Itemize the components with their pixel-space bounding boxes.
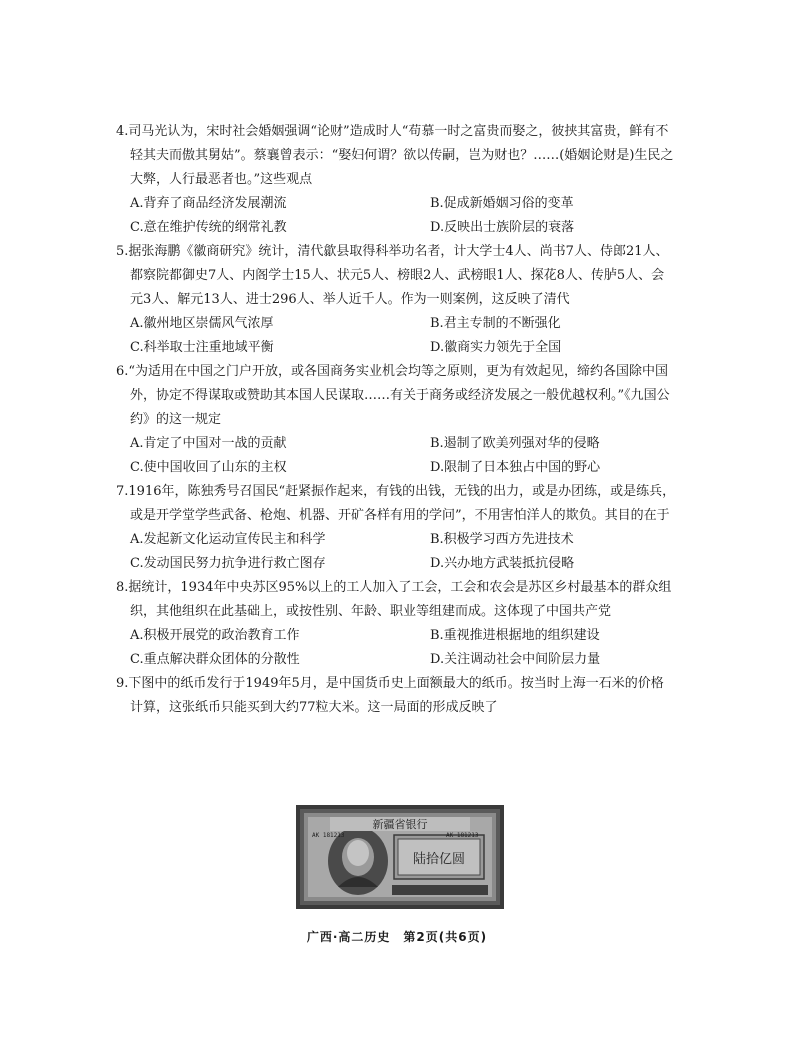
option-list: [116, 312, 676, 360]
option-b[interactable]: B.促成新婚姻习俗的变革: [430, 196, 574, 211]
option-d[interactable]: D.反映出士族阶层的衰落: [430, 220, 575, 235]
option-c[interactable]: C.发动国民努力抗争进行救亡图存: [130, 556, 326, 571]
question-stem: 5.据张海鹏《徽商研究》统计，清代歙县取得科举功名者，计大学士4人、尚书7人、侍郎21人、都察院都御史7人、内阁学士15人、状元5人、榜眼2人、武榜眼1人、探花8人、传胪5人、会元3人、解元13人、进士296人、举人近千人。作为一则案例，这反映了清代: [116, 244, 669, 307]
question-stem: 9.下图中的纸币发行于1949年5月，是中国货币史上面额最大的纸币。按当时上海一石米的价格计算，这张纸币只能买到大约77粒大米。这一局面的形成反映了: [116, 676, 664, 715]
option-c[interactable]: C.科举取士注重地域平衡: [130, 340, 274, 355]
question-stem: 4.司马光认为，宋时社会婚姻强调“论财”造成时人“苟慕一时之富贵而娶之，彼挟其富贵，鲜有不轻其夫而傲其舅姑”。蔡襄曾表示：“娶妇何谓？欲以传嗣，岂为财也？……(婚姻论财是)生民之大弊，人行最恶者也。”这些观点: [116, 124, 674, 187]
option-list: [116, 192, 676, 240]
question-6: [116, 360, 676, 480]
option-list: [116, 528, 676, 576]
option-d[interactable]: D.关注调动社会中间阶层力量: [430, 652, 601, 667]
option-b[interactable]: B.君主专制的不断强化: [430, 316, 561, 331]
banknote-serial-left: AK 181213: [312, 832, 345, 839]
question-stem: 7.1916年，陈独秀号召国民“赶紧振作起来，有钱的出钱，无钱的出力，或是办团练，或是练兵，或是开学堂学些武备、枪炮、机器、开矿各样有用的学问”，不用害怕洋人的欺负。其目的在于: [116, 484, 676, 523]
option-d[interactable]: D.限制了日本独占中国的野心: [430, 460, 601, 475]
option-c[interactable]: C.使中国收回了山东的主权: [130, 460, 287, 475]
question-7: [116, 480, 676, 576]
banknote-denomination: 陆拾亿圆: [412, 852, 466, 867]
banknote-image: [296, 805, 504, 909]
option-a[interactable]: A.积极开展党的政治教育工作: [130, 628, 300, 643]
option-a[interactable]: A.徽州地区崇儒风气浓厚: [130, 316, 274, 331]
option-a[interactable]: A.肯定了中国对一战的贡献: [130, 436, 287, 451]
option-b[interactable]: B.重视推进根据地的组织建设: [430, 628, 600, 643]
page-footer: 广西·高二历史 第2页(共6页): [306, 930, 488, 944]
option-list: [116, 624, 676, 672]
option-d[interactable]: D.徽商实力领先于全国: [430, 340, 562, 355]
option-b[interactable]: B.积极学习西方先进技术: [430, 532, 574, 547]
question-8: [116, 576, 676, 672]
banknote-serial-right: AK 181213: [446, 832, 479, 839]
question-4: [116, 120, 676, 240]
option-a[interactable]: A.发起新文化运动宣传民主和科学: [130, 532, 326, 547]
option-c[interactable]: C.重点解决群众团体的分散性: [130, 652, 300, 667]
option-list: [116, 432, 676, 480]
questions-block: [116, 120, 676, 720]
question-9: [116, 672, 676, 720]
option-b[interactable]: B.遏制了欧美列强对华的侵略: [430, 436, 600, 451]
option-c[interactable]: C.意在维护传统的纲常礼教: [130, 220, 287, 235]
option-d[interactable]: D.兴办地方武装抵抗侵略: [430, 556, 575, 571]
question-stem: 8.据统计，1934年中央苏区95%以上的工人加入了工会，工会和农会是苏区乡村最基本的群众组织，其他组织在此基础上，或按性别、年龄、职业等组建而成。这体现了中国共产党: [116, 580, 672, 619]
question-5: [116, 240, 676, 360]
question-stem: 6.“为适用在中国之门户开放，或各国商务实业机会均等之原则，更为有效起见，缔约各国除中国外，协定不得谋取或赞助其本国人民谋取……有关于商务或经济发展之一般优越权利。”《九国公约》的这一规定: [116, 364, 670, 427]
banknote-bank-name: 新疆省银行: [372, 818, 428, 831]
option-a[interactable]: A.背弃了商品经济发展潮流: [130, 196, 287, 211]
